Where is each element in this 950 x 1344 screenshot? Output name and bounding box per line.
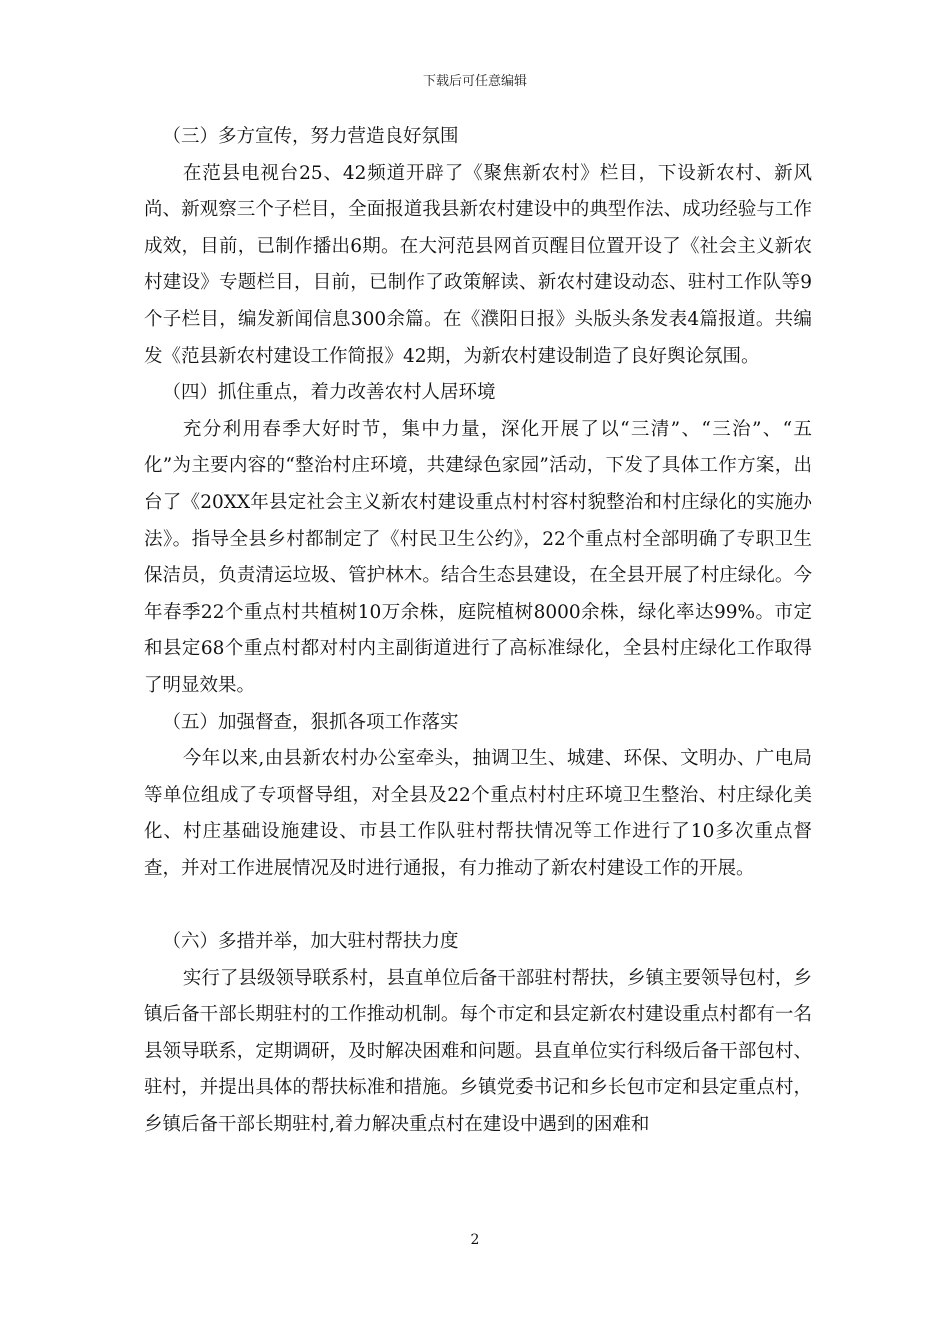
section-heading: （三）多方宣传，努力营造良好氛围 — [162, 126, 459, 147]
document-body — [144, 119, 812, 1144]
page-header: 下载后可任意编辑 — [422, 74, 527, 89]
page-number: 2 — [470, 1232, 480, 1248]
blank-line — [144, 887, 812, 924]
section-heading: （四）抓住重点，着力改善农村人居环境 — [162, 382, 496, 404]
section-paragraph: 今年以来,由县新农村办公室牵头，抽调卫生、城建、环保、文明办、广电局等单位组成了专项督导组，对全县及22个重点村村庄环境卫生整治、村庄绿化美化、村庄基础设施建设、市县工作队驻村帮扶情况等工作进行了10多次重点督查，并对工作进展情况及时进行通报，有力推动了新农村建设工作的开展。 — [144, 748, 812, 879]
section-heading: （五）加强督查，狠抓各项工作落实 — [162, 711, 459, 733]
section-paragraph: 充分利用春季大好时节，集中力量，深化开展了以“三清”、“三治”、“五化”为主要内容的“整治村庄环境，共建绿色家园”活动，下发了具体工作方案，出台了《20XX年县定社会主义新农村建设重点村村容村貌整治和村庄绿化的实施办法》。指导全县乡村都制定了《村民卫生公约》，22个重点村全部明确了专职卫生保洁员，负责清运垃圾、管护林木。结合生态县建设，在全县开展了村庄绿化。今年春季22个重点村共植树10万余株，庭院植树8000余株，绿化率达99%。市定和县定68个重点村都对村内主副街道进行了高标准绿化，全县村庄绿化工作取得了明显效果。 — [144, 418, 812, 696]
section-heading: （六）多措并举，加大驻村帮扶力度 — [162, 931, 459, 953]
section-paragraph: 实行了县级领导联系村，县直单位后备干部驻村帮扶，乡镇主要领导包村，乡镇后备干部长期驻村的工作推动机制。每个市定和县定新农村建设重点村都有一名县领导联系，定期调研，及时解决困难和问题。县直单位实行科级后备干部包村、驻村，并提出具体的帮扶标准和措施。乡镇党委书记和乡长包市定和县定重点村，乡镇后备干部长期驻村,着力解决重点村在建设中遇到的困难和 — [144, 967, 812, 1136]
section-paragraph: 在范县电视台25、42频道开辟了《聚焦新农村》栏目，下设新农村、新风尚、新观察三个子栏目，全面报道我县新农村建设中的典型作法、成功经验与工作成效，目前，已制作播出6期。在大河范县网首页醒目位置开设了《社会主义新农村建设》专题栏目，目前，已制作了政策解读、新农村建设动态、驻村工作队等9个子栏目，编发新闻信息300余篇。在《濮阳日报》头版头条发表4篇报道。共编发《范县新农村建设工作简报》42期，为新农村建设制造了良好舆论氛围。 — [144, 162, 812, 367]
